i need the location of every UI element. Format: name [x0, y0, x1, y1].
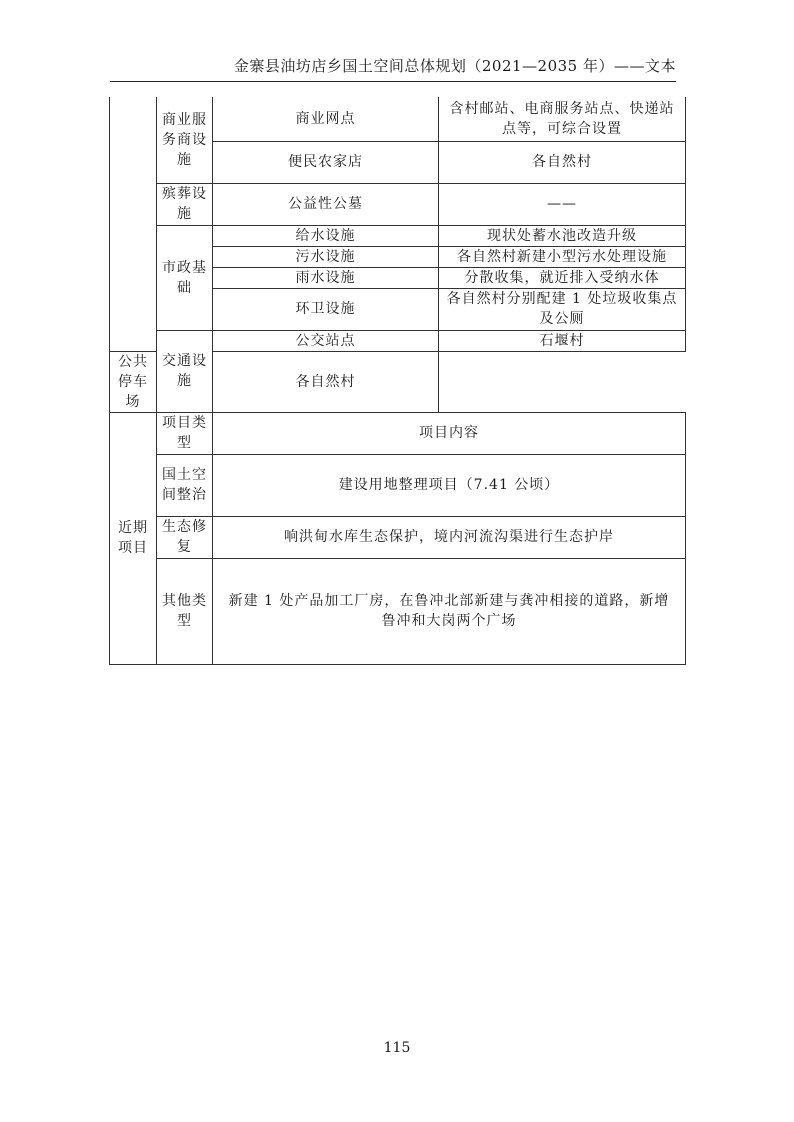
facility-name: 雨水设施: [213, 267, 439, 288]
project-content: 响洪甸水库生态保护，境内河流沟渠进行生态护岸: [213, 516, 686, 558]
project-content: 建设用地整理项目（7.41 公顷）: [213, 454, 686, 516]
facility-content: 各自然村新建小型污水处理设施: [439, 246, 686, 267]
project-type: 国土空间整治: [157, 454, 213, 516]
facility-content: 含村邮站、电商服务站点、快递站点等，可综合设置: [439, 97, 686, 141]
project-type-header: 项目类型: [157, 412, 213, 454]
project-content-header: 项目内容: [213, 412, 686, 454]
facility-content: 分散收集，就近排入受纳水体: [439, 267, 686, 288]
page-number: 115: [383, 1040, 411, 1056]
facility-content: ——: [439, 183, 686, 225]
facility-content: 各自然村: [213, 351, 439, 412]
facility-name: 商业网点: [213, 97, 439, 141]
facility-name: 公共停车场: [110, 351, 157, 412]
header-rule: [110, 81, 676, 82]
facilities-group-cell: [110, 97, 157, 351]
near-term-group-label: 近期项目: [110, 412, 157, 664]
category-transport: 交通设施: [157, 330, 213, 412]
project-content: 新建 1 处产品加工厂房，在鲁冲北部新建与龚冲相接的道路，新增鲁冲和大岗两个广场: [213, 558, 686, 664]
facility-name: 便民农家店: [213, 141, 439, 183]
facility-name: 污水设施: [213, 246, 439, 267]
facility-name: 公益性公墓: [213, 183, 439, 225]
facility-name: 给水设施: [213, 225, 439, 246]
planning-table: [109, 97, 686, 665]
project-type: 其他类型: [157, 558, 213, 664]
facility-name: 公交站点: [213, 330, 439, 351]
facility-content: 石堰村: [439, 330, 686, 351]
facility-content: 各自然村: [439, 141, 686, 183]
facility-content: 各自然村分别配建 1 处垃圾收集点及公厕: [439, 288, 686, 330]
category-municipal: 市政基础: [157, 225, 213, 330]
facility-content: 现状处蓄水池改造升级: [439, 225, 686, 246]
running-header: 金寨县油坊店乡国土空间总体规划（2021—2035 年）——文本: [233, 57, 676, 75]
category-funeral: 殡葬设施: [157, 183, 213, 225]
facility-name: 环卫设施: [213, 288, 439, 330]
category-commercial: 商业服务商设施: [157, 97, 213, 183]
project-type: 生态修复: [157, 516, 213, 558]
